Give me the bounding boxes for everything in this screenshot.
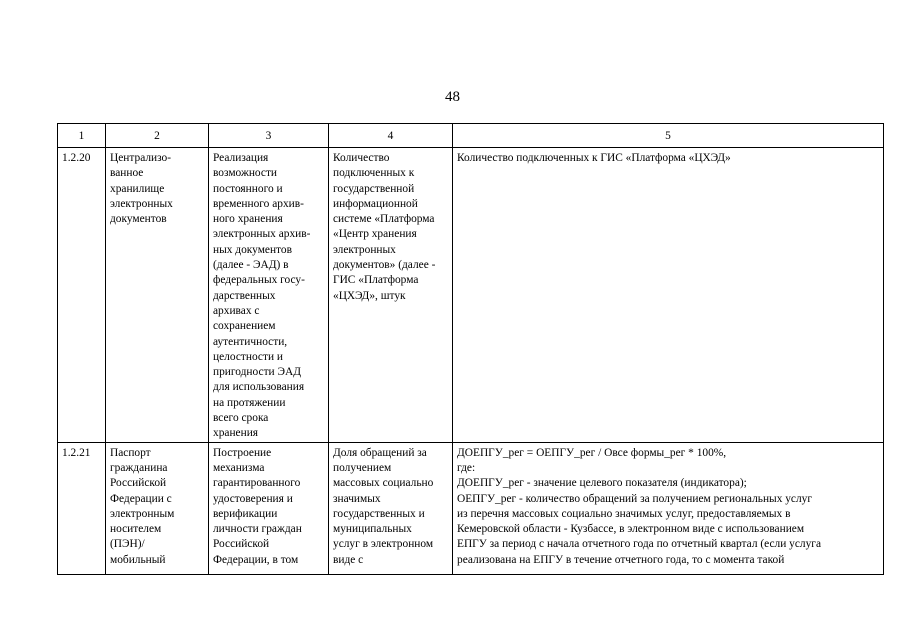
row-method-cell — [453, 442, 884, 574]
row-number-cell — [58, 442, 106, 574]
indicators-table — [57, 123, 884, 575]
table-row — [58, 148, 884, 443]
row-description-cell: Реализация возможности постоянного и временного архив- ного хранения электронных архив- ных документов (далее - ЭАД) в федеральных госу- дарственных архивах с сохранением аутентичности, целостности и пригодности ЭАД для использования на протяжении всего срока хранения — [209, 148, 329, 443]
column-header-5: 5 — [453, 124, 884, 148]
row-name-cell — [106, 442, 209, 574]
row-number-text: 1.2.21 — [62, 446, 91, 459]
row-indicator-cell: Количество подключенных к государственной информационной системе «Платформа «Центр хранения электронных документов» (далее - ГИС «Платформа «ЦХЭД», штук — [329, 148, 453, 443]
row-method-cell: Количество подключенных к ГИС «Платформа «ЦХЭД» — [453, 148, 884, 443]
column-header-4: 4 — [329, 124, 453, 148]
column-header-1: 1 — [58, 124, 106, 148]
row-number-cell: 1.2.20 — [58, 148, 106, 443]
page-number: 48 — [445, 89, 460, 105]
column-header-2: 2 — [106, 124, 209, 148]
table-header-row — [58, 124, 884, 148]
row-method-text: ДОЕПГУ_рег = ОЕПГУ_рег / Овсе формы_рег * 100%, где: ДОЕПГУ_рег - значение целевого показателя (индикатора); ОЕПГУ_рег - количество обращений за получением региональных услуг из перечня массовых социально значимых услуг, предоставляемых в Кемеровской области - Кузбассе, в электронном виде с использованием ЕПГУ за период с начала отчетного года по отчетный квартал (если услуга реализована на ЕПГУ в течение отчетного года, то с момента такой — [457, 446, 822, 566]
row-indicator-text: Доля обращений за получением массовых социально значимых государственных и муниципальных услуг в электронном виде с — [333, 446, 434, 566]
row-name-cell: Централизо- ванное хранилище электронных документов — [106, 148, 209, 443]
table-row — [58, 442, 884, 574]
row-name-text: Паспорт гражданина Российской Федерации с электронным носителем (ПЭН)/ мобильный — [110, 446, 175, 566]
column-header-3: 3 — [209, 124, 329, 148]
row-description-cell — [209, 442, 329, 574]
row-description-text: Построение механизма гарантированного удостоверения и верификации личности граждан Российской Федерации, в том — [213, 446, 302, 566]
row-indicator-cell — [329, 442, 453, 574]
